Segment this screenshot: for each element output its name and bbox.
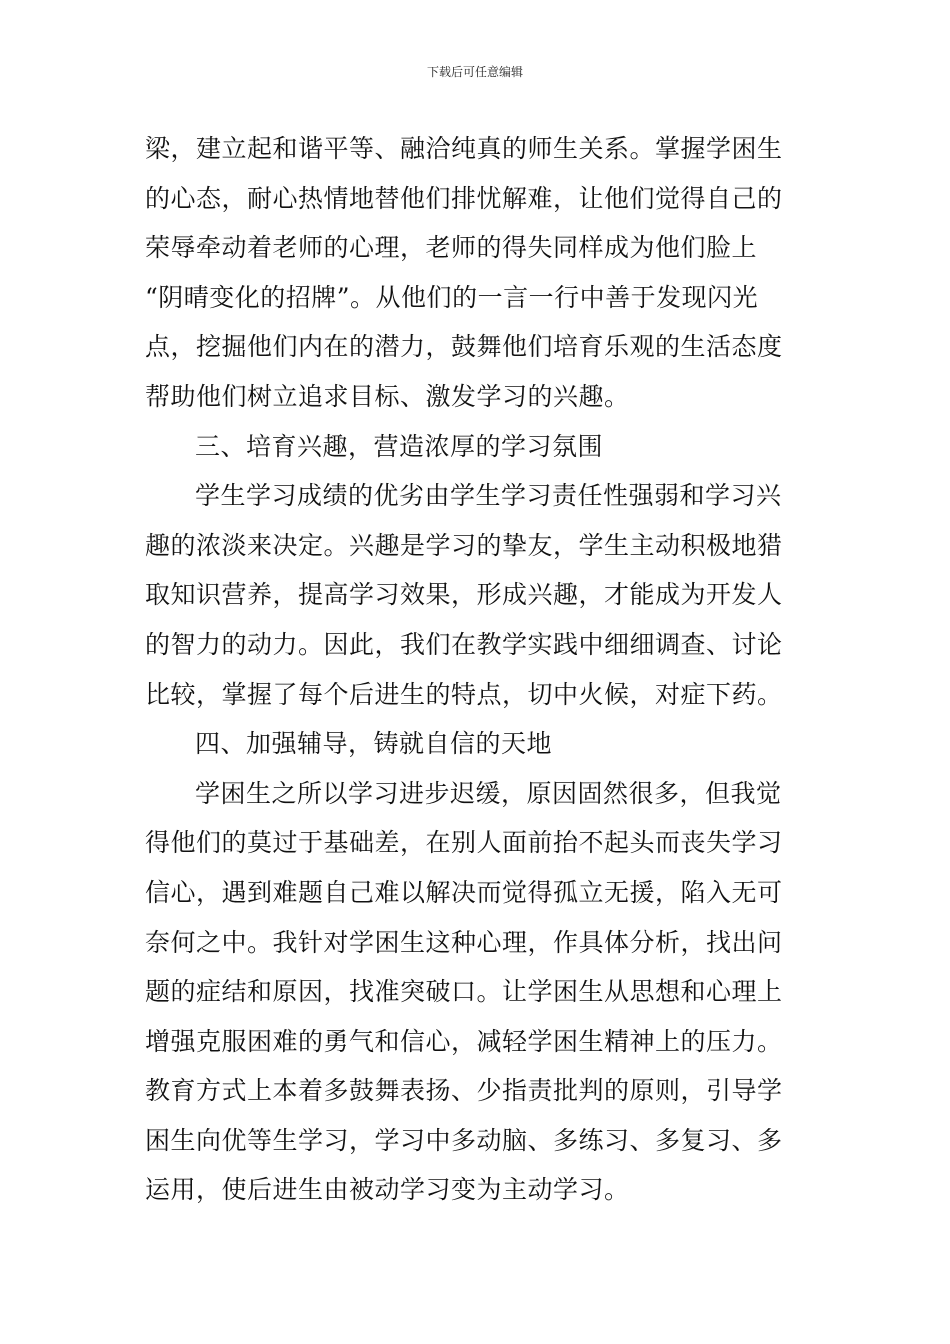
text-line-16: 信心，遇到难题自己难以解决而觉得孤立无援，陷入无可 [145,877,783,907]
text-line-19: 增强克服困难的勇气和信心，减轻学困生精神上的压力。 [145,1026,783,1056]
text-line-10: 取知识营养，提高学习效果，形成兴趣，才能成为开发人 [145,580,783,610]
text-line-9: 趣的浓淡来决定。兴趣是学习的挚友，学生主动积极地猎 [145,530,783,560]
text-line-1: 梁，建立起和谐平等、融洽纯真的师生关系。掌握学困生 [145,134,783,163]
text-line-3: 荣辱牵动着老师的心理，老师的得失同样成为他们脸上 [145,233,758,263]
section-heading-4: 四、加强辅导，铸就自信的天地 [195,729,553,759]
text-line-21: 困生向优等生学习，学习中多动脑、多练习、多复习、多 [145,1125,783,1155]
document-body [145,124,810,1215]
text-line-6: 帮助他们树立追求目标、激发学习的兴趣。 [145,381,630,411]
text-line-2: 的心态，耐心热情地替他们排忧解难，让他们觉得自己的 [145,183,783,213]
text-line-17: 奈何之中。我针对学困生这种心理，作具体分析，找出问 [145,927,783,957]
text-line-11: 的智力的动力。因此，我们在教学实践中细细调查、讨论 [145,629,783,659]
text-line-18: 题的症结和原因，找准突破口。让学困生从思想和心理上 [145,977,783,1007]
text-line-5: 点，挖掘他们内在的潜力，鼓舞他们培育乐观的生活态度 [145,332,783,362]
section-heading-3: 三、培育兴趣，营造浓厚的学习氛围 [195,431,604,461]
text-line-4: “阴晴变化的招牌”。从他们的一言一行中善于发现闪光 [145,282,759,312]
page-header: 下载后可任意编辑 [426,65,523,79]
text-line-8: 学生学习成绩的优劣由学生学习责任性强弱和学习兴 [195,481,782,511]
text-line-22: 运用，使后进生由被动学习变为主动学习。 [145,1175,630,1205]
text-line-20: 教育方式上本着多鼓舞表扬、少指责批判的原则，引导学 [145,1076,783,1106]
text-line-12: 比较，掌握了每个后进生的特点，切中火候，对症下药。 [145,679,783,709]
text-line-14: 学困生之所以学习进步迟缓，原因固然很多，但我觉 [195,778,782,808]
text-line-15: 得他们的莫过于基础差，在别人面前抬不起头而丧失学习 [145,828,783,858]
